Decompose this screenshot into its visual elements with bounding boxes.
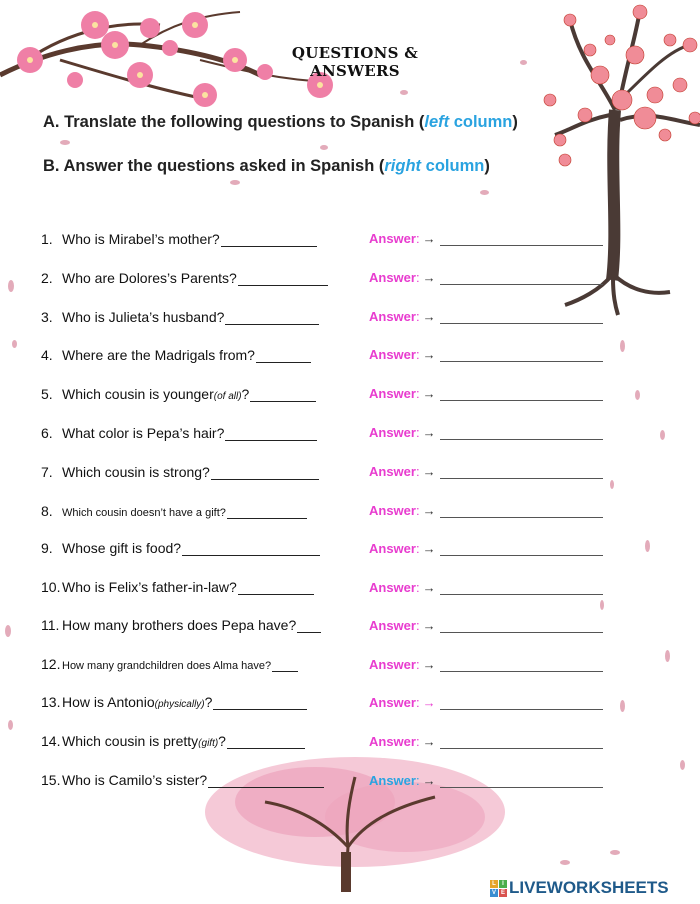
answer-row xyxy=(369,695,603,710)
question-text: What color is Pepa’s hair? xyxy=(62,425,225,441)
petal-decoration xyxy=(520,60,527,65)
translation-blank[interactable] xyxy=(238,273,328,286)
question-text: Which cousin is younger xyxy=(62,386,214,402)
instruction-a-highlight-rest: column xyxy=(449,113,513,131)
answer-input[interactable] xyxy=(440,351,603,362)
question-text: Who is Mirabel’s mother? xyxy=(62,231,220,247)
question-row xyxy=(41,347,311,363)
question-text: How many brothers does Pepa have? xyxy=(62,617,297,633)
cube-letter: V xyxy=(491,889,496,896)
instruction-a-text: Translate the following questions to Spanish ( xyxy=(64,113,425,131)
cube-letter: E xyxy=(500,889,505,896)
question-text: How many grandchildren does Alma have? xyxy=(62,660,272,672)
answer-label: Answer xyxy=(369,773,416,788)
answer-row xyxy=(369,464,603,479)
instruction-b xyxy=(43,157,490,176)
question-number: 5. xyxy=(41,386,53,402)
question-note: (of all) xyxy=(213,391,242,402)
translation-blank[interactable] xyxy=(221,234,317,247)
translation-blank[interactable] xyxy=(211,467,319,480)
translation-blank[interactable] xyxy=(256,350,311,363)
question-row xyxy=(41,540,320,556)
petal-decoration xyxy=(560,860,570,865)
arrow-right-icon: → xyxy=(422,657,436,672)
answer-colon: : xyxy=(415,734,420,749)
petal-decoration xyxy=(635,390,640,400)
question-mark: ? xyxy=(241,386,250,402)
petal-decoration xyxy=(665,650,670,662)
answer-row xyxy=(369,541,603,556)
petal-decoration xyxy=(680,760,685,770)
answer-colon: : xyxy=(415,464,420,479)
translation-blank[interactable] xyxy=(272,659,298,672)
answer-colon: : xyxy=(415,580,420,595)
answer-row xyxy=(369,347,603,362)
question-note: (physically) xyxy=(154,699,205,710)
instruction-b-highlight: right xyxy=(384,157,422,175)
question-row xyxy=(41,503,307,519)
answer-label: Answer xyxy=(369,231,416,246)
question-row xyxy=(41,772,324,788)
question-row xyxy=(41,617,321,633)
answer-input[interactable] xyxy=(440,235,603,246)
question-number: 3. xyxy=(41,309,53,325)
translation-blank[interactable] xyxy=(250,389,316,402)
answer-input[interactable] xyxy=(440,777,603,788)
question-number: 6. xyxy=(41,425,53,441)
answer-row xyxy=(369,580,603,595)
petal-decoration xyxy=(660,430,665,440)
petal-decoration xyxy=(400,90,408,95)
answer-colon: : xyxy=(415,270,420,285)
petal-decoration xyxy=(610,850,620,855)
instruction-b-suffix: ) xyxy=(484,157,490,175)
answer-colon: : xyxy=(415,657,420,672)
answer-input[interactable] xyxy=(440,622,603,633)
logo-text: LIVEWORKSHEETS xyxy=(509,878,669,897)
question-number: 9. xyxy=(41,540,53,556)
question-number: 8. xyxy=(41,503,53,519)
answer-row xyxy=(369,618,603,633)
answer-row xyxy=(369,270,603,285)
answer-label: Answer xyxy=(369,347,416,362)
arrow-right-icon: → xyxy=(422,618,436,633)
liveworksheets-cube-icon xyxy=(490,880,507,897)
answer-colon: : xyxy=(415,386,420,401)
arrow-right-icon: → xyxy=(422,425,436,440)
answer-label: Answer xyxy=(369,464,416,479)
arrow-right-icon: → xyxy=(422,734,436,749)
petal-decoration xyxy=(60,140,70,145)
translation-blank[interactable] xyxy=(227,736,305,749)
translation-blank[interactable] xyxy=(208,775,324,788)
arrow-right-icon: → xyxy=(422,503,436,518)
arrow-right-icon: → xyxy=(422,580,436,595)
question-text: Which cousin doesn’t have a gift? xyxy=(62,507,226,519)
answer-colon: : xyxy=(415,773,420,788)
petal-decoration xyxy=(8,280,14,292)
petal-decoration xyxy=(645,540,650,552)
petal-decoration xyxy=(480,190,489,195)
arrow-right-icon: → xyxy=(422,773,436,788)
petal-decoration xyxy=(5,625,11,637)
question-number: 12. xyxy=(41,656,61,672)
question-row xyxy=(41,425,317,441)
translation-blank[interactable] xyxy=(213,697,307,710)
question-row xyxy=(41,270,328,286)
answer-row xyxy=(369,425,603,440)
answer-colon: : xyxy=(415,541,420,556)
question-number: 4. xyxy=(41,347,53,363)
question-row xyxy=(41,309,319,325)
answer-row xyxy=(369,386,603,401)
answer-input[interactable] xyxy=(440,507,603,518)
instruction-a xyxy=(43,113,518,132)
instruction-b-prefix: B. xyxy=(43,157,60,175)
answer-colon: : xyxy=(415,503,420,518)
petal-decoration xyxy=(620,700,625,712)
petal-decoration xyxy=(12,340,17,348)
arrow-right-icon: → xyxy=(422,695,436,710)
answer-row xyxy=(369,773,603,788)
worksheet-title: QUESTIONS & ANSWERS xyxy=(291,44,419,80)
answer-label: Answer xyxy=(369,503,416,518)
question-row xyxy=(41,733,305,749)
question-note: (gift) xyxy=(198,738,219,749)
question-row xyxy=(41,656,298,672)
question-number: 2. xyxy=(41,270,53,286)
answer-input[interactable] xyxy=(440,738,603,749)
answer-input[interactable] xyxy=(440,390,603,401)
answer-label: Answer xyxy=(369,425,416,440)
cube-letter: I xyxy=(499,880,507,888)
translation-blank[interactable] xyxy=(297,620,321,633)
arrow-right-icon: → xyxy=(422,541,436,556)
question-text: Whose gift is food? xyxy=(62,540,182,556)
answer-input[interactable] xyxy=(440,584,603,595)
question-number: 1. xyxy=(41,231,53,247)
petal-decoration xyxy=(320,145,328,150)
answer-label: Answer xyxy=(369,386,416,401)
question-text: Where are the Madrigals from? xyxy=(62,347,255,363)
question-text: Who is Julieta’s husband? xyxy=(62,309,225,325)
answer-row xyxy=(369,231,603,246)
petal-decoration xyxy=(620,340,625,352)
translation-blank[interactable] xyxy=(227,506,307,519)
question-text: Which cousin is pretty xyxy=(62,733,199,749)
question-number: 14. xyxy=(41,733,61,749)
question-mark: ? xyxy=(204,694,213,710)
answer-label: Answer xyxy=(369,695,416,710)
answer-row xyxy=(369,309,603,324)
instruction-b-text: Answer the questions asked in Spanish ( xyxy=(63,157,385,175)
question-text: Who is Camilo’s sister? xyxy=(62,772,208,788)
answer-label: Answer xyxy=(369,309,416,324)
cube-letter: L xyxy=(490,880,498,888)
instruction-a-highlight: left xyxy=(424,113,450,131)
arrow-right-icon: → xyxy=(422,231,436,246)
arrow-right-icon: → xyxy=(422,386,436,401)
petal-decoration xyxy=(610,480,614,489)
translation-blank[interactable] xyxy=(225,312,319,325)
answer-colon: : xyxy=(415,347,420,362)
answer-label: Answer xyxy=(369,657,416,672)
question-text: Who are Dolores’s Parents? xyxy=(62,270,237,286)
question-row xyxy=(41,231,317,247)
answer-label: Answer xyxy=(369,618,416,633)
answer-label: Answer xyxy=(369,734,416,749)
question-number: 13. xyxy=(41,694,61,710)
liveworksheets-logo[interactable] xyxy=(490,878,669,898)
question-row xyxy=(41,694,307,710)
answer-colon: : xyxy=(415,231,420,246)
answer-input[interactable] xyxy=(440,429,603,440)
answer-colon: : xyxy=(415,425,420,440)
answer-row xyxy=(369,657,603,672)
petal-decoration xyxy=(600,600,604,610)
answer-label: Answer xyxy=(369,580,416,595)
question-row xyxy=(41,579,314,595)
question-row xyxy=(41,464,319,480)
question-number: 11. xyxy=(41,617,60,633)
answer-input[interactable] xyxy=(440,699,603,710)
answer-input[interactable] xyxy=(440,661,603,672)
question-number: 15. xyxy=(41,772,61,788)
answer-input[interactable] xyxy=(440,313,603,324)
question-number: 7. xyxy=(41,464,53,480)
answer-colon: : xyxy=(415,618,420,633)
question-number: 10. xyxy=(41,579,61,595)
translation-blank[interactable] xyxy=(225,428,317,441)
answer-row xyxy=(369,503,603,518)
petal-decoration xyxy=(230,180,240,185)
question-row xyxy=(41,386,316,402)
instruction-a-suffix: ) xyxy=(512,113,518,131)
answer-colon: : xyxy=(415,309,420,324)
translation-blank[interactable] xyxy=(238,582,314,595)
arrow-right-icon: → xyxy=(422,309,436,324)
instruction-b-highlight-rest: column xyxy=(421,157,485,175)
question-text: Which cousin is strong? xyxy=(62,464,210,480)
answer-row xyxy=(369,734,603,749)
arrow-right-icon: → xyxy=(422,270,436,285)
question-text: How is Antonio xyxy=(62,694,155,710)
answer-label: Answer xyxy=(369,541,416,556)
answer-colon: : xyxy=(415,695,420,710)
arrow-right-icon: → xyxy=(422,464,436,479)
translation-blank[interactable] xyxy=(182,543,320,556)
answer-input[interactable] xyxy=(440,274,603,285)
petal-decoration xyxy=(8,720,13,730)
question-mark: ? xyxy=(218,733,226,749)
answer-label: Answer xyxy=(369,270,416,285)
arrow-right-icon: → xyxy=(422,347,436,362)
instruction-a-prefix: A. xyxy=(43,113,60,131)
answer-input[interactable] xyxy=(440,545,603,556)
answer-input[interactable] xyxy=(440,468,603,479)
question-text: Who is Felix’s father-in-law? xyxy=(62,579,237,595)
